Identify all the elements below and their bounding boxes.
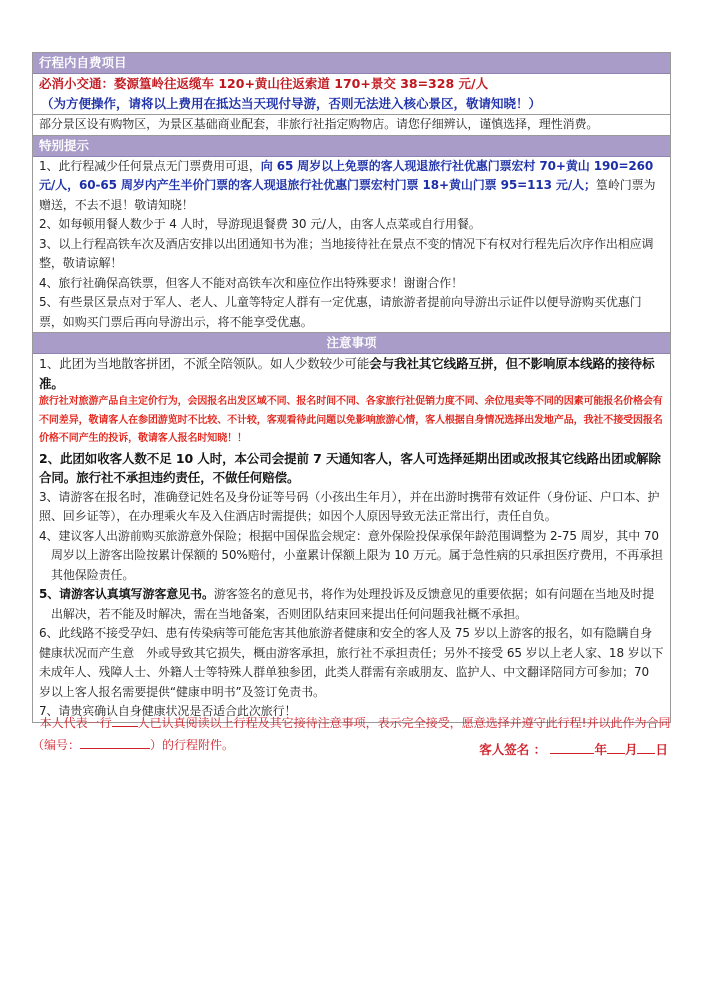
statement-part-3: ）的行程附件。 bbox=[150, 738, 235, 752]
statement-part-1: 本人代表一行 bbox=[39, 716, 112, 730]
note-item-2: 2、此团如收客人数不足 10 人时，本公司会提前 7 天通知客人，客人可选择延期出团或改报其它线路出团或解除合同。旅行社不承担违约责任，不做任何赔偿。 bbox=[39, 450, 661, 485]
note-item-4: 4、建议客人出游前购买旅游意外保险；根据中国保监会规定：意外保险投保承保年龄范围调整为 2-75 周岁，其中 70 周岁以上游客出险按累计保额的 50%赔付，小童累计保额上限为 10 万元。属于急性病的只承担医疗费用，不再承担其他保险责任。 bbox=[39, 528, 663, 582]
shopping-note: 部分景区设有购物区，为景区基础商业配套，非旅行社指定购物店。请您仔细辨认，谨慎选择，理性消费。 bbox=[33, 115, 670, 136]
payment-note: （为方便操作，请将以上费用在抵达当天现付导游，否则无法进入核心景区，敬请知晓！） bbox=[41, 96, 542, 111]
special-tips-list bbox=[33, 157, 670, 334]
note-5-bold: 5、请游客认真填写游客意见书。 bbox=[39, 587, 214, 601]
transport-fee-line: 必消小交通：婺源篁岭往返缆车 120+黄山往返索道 170+景交 38=328 元/人 bbox=[39, 76, 489, 91]
day-blank[interactable] bbox=[637, 741, 655, 754]
note-1-bold: 会与我社其它线路互拼，但不影响原本线路的接待标准。 bbox=[39, 356, 655, 391]
signature-blank[interactable] bbox=[550, 741, 594, 754]
itinerary-notes-table bbox=[32, 52, 671, 723]
section-header-special-tips: 特别提示 bbox=[33, 136, 670, 157]
section-header-self-paid: 行程内自费项目 bbox=[33, 53, 670, 74]
tip-item-4: 4、旅行社确保高铁票，但客人不能对高铁车次和座位作出特殊要求！谢谢合作！ bbox=[39, 275, 464, 290]
tip-1-prefix: 1、此行程减少任何景点无门票费用可退， bbox=[39, 158, 261, 173]
statement-part-2: 人已认真阅读以上行程及其它接待注意事项，表示完全接受，愿意选择并遵守此行程!并以此作为合同（编号： bbox=[32, 716, 671, 752]
month-label: 月 bbox=[624, 742, 638, 757]
note-item-3: 3、请游客在报名时，准确登记姓名及身份证等号码（小孩出生年月），并在出游时携带有效证件（身份证、户口本、护照、回乡证等），在办理乘火车及入住酒店时需提供；如因个人原因导致无法正常出行，责任自负。 bbox=[39, 489, 660, 523]
note-item-7: 7、请贵宾确认自身健康状况是否适合此次旅行！ bbox=[39, 704, 297, 718]
note-1-prefix: 1、此团为当地散客拼团，不派全陪领队。如人少数较少可能 bbox=[39, 356, 370, 371]
tip-item-3: 3、以上行程高铁车次及酒店安排以出团通知书为准；当地接待社在景点不变的情况下有权对行程先后次序作出相应调整，敬请谅解！ bbox=[39, 236, 654, 270]
signature-label: 客人签名 ： bbox=[479, 742, 547, 757]
tip-item-2: 2、如每顿用餐人数少于 4 人时，导游现退餐费 30 元/人，由客人点菜或自行用餐。 bbox=[39, 217, 481, 231]
day-label: 日 bbox=[655, 742, 668, 757]
year-label: 年 bbox=[594, 742, 607, 757]
tip-1-refund-highlight: 向 65 周岁以上免票的客人现退旅行社优惠门票宏村 70+黄山 190=260 元/人，60-65 周岁内产生半价门票的客人现退旅行社优惠门票宏村门票 18+黄山门票 95=113 元/人； bbox=[39, 158, 654, 192]
tip-item-1 bbox=[39, 157, 664, 216]
note-item-5 bbox=[39, 585, 664, 624]
month-blank[interactable] bbox=[607, 741, 625, 754]
section-header-notes: 注意事项 bbox=[33, 333, 670, 354]
note-5-rest: 游客签名的意见书，将作为处理投诉及反馈意见的重要依据；如有问题在当地及时提出解决，若不能及时解决，需在当地备案，否则团队结束回来提出任何问题我社概不承担。 bbox=[51, 587, 655, 621]
tip-item-5: 5、有些景区景点对于军人、老人、儿童等特定人群有一定优惠，请旅游者提前向导游出示证件以便导游购买优惠门票，如购买门票后再向导游出示，将不能享受优惠。 bbox=[39, 295, 642, 329]
notes-list bbox=[33, 354, 670, 722]
tip-1-suffix: 篁岭门票为赠送，不去不退！敬请知晓！ bbox=[39, 178, 656, 212]
note-1-pricing-disclaimer: 旅行社对旅游产品自主定价行为，会因报名出发区域不同、报名时间不同、各家旅行社促销力度不同、余位甩卖等不同的因素可能报名价格会有不同差异，敬请客人在参团游览时不比较、不计较，客观看待此问题以免影响旅游心情，客人根据自身情况选择出发地产品，我社不接受因报名价格不同产生的投诉，敬请客人报名时知晓！！ bbox=[39, 396, 663, 444]
group-size-blank[interactable] bbox=[112, 714, 138, 727]
note-item-6: 6、此线路不接受孕妇、患有传染病等可能危害其他旅游者健康和安全的客人及 75 岁以上游客的报名，如有隐瞒自身健康状况而产生意 外或导致其它损失，概由游客承担，旅行社不承担责任；另外不接受 65 岁以上老人家、18 岁以下未成年人、残障人士、外籍人士等特殊人群单独参团，此类人群需有亲戚朋友、监护人、中文翻译陪同方可参加；70 岁以上客人报名需要提供“健康申明书”及签订免责书。 bbox=[39, 626, 664, 699]
self-paid-items bbox=[33, 74, 670, 115]
signature-line bbox=[479, 740, 668, 758]
note-item-1 bbox=[39, 354, 664, 393]
contract-number-blank[interactable] bbox=[80, 736, 150, 749]
